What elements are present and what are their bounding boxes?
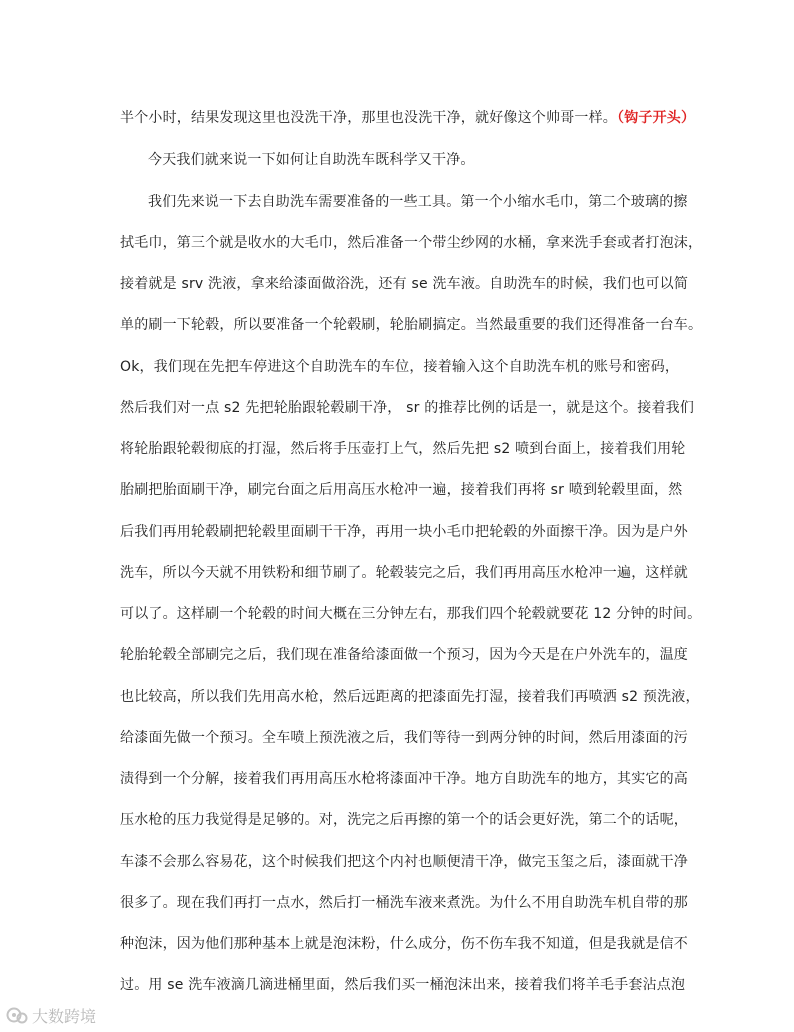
bubble-logo-icon: [6, 1007, 28, 1025]
paragraph-line: 然后我们对一点 s2 先把轮胎跟轮毂刷干净， sr 的推荐比例的话是一，就是这个。接着我们: [120, 400, 695, 416]
paragraph-line: 渍得到一个分解，接着我们再用高压水枪将漆面冲干净。地方自助洗车的地方，其实它的高: [120, 771, 688, 787]
paragraph-line: 种泡沫，因为他们那种基本上就是泡沫粉，什么成分，伤不伤车我不知道，但是我就是信不: [120, 936, 688, 952]
paragraph-line: 洗车，所以今天就不用铁粉和细节刷了。轮毂装完之后，我们再用高压水枪冲一遍，这样就: [120, 565, 688, 581]
paragraph-line: 我们先来说一下去自助洗车需要准备的一些工具。第一个小缩水毛巾，第二个玻璃的擦: [148, 194, 688, 210]
paragraph-line: 过。用 se 洗车液滴几滴进桶里面，然后我们买一桶泡沫出来，接着我们将羊毛手套沾点泡: [120, 977, 686, 993]
paragraph-line: 车漆不会那么容易花，这个时候我们把这个内衬也顺便清干净，做完玉玺之后，漆面就干净: [120, 854, 688, 870]
watermark: [6, 1004, 96, 1027]
paragraph-line: 将轮胎跟轮毂彻底的打湿，然后将手压壶打上气，然后先把 s2 喷到台面上，接着我们用轮: [120, 441, 686, 457]
paragraph-line: 胎刷把胎面刷干净，刷完台面之后用高压水枪冲一遍，接着我们再将 sr 喷到轮毂里面，然: [120, 482, 683, 498]
paragraph-line: Ok，我们现在先把车停进这个自助洗车的车位，接着输入这个自助洗车机的账号和密码，: [120, 359, 680, 375]
paragraph-line: 给漆面先做一个预习。全车喷上预洗液之后，我们等待一到两分钟的时间，然后用漆面的污: [120, 730, 688, 746]
paragraph-line: 也比较高，所以我们先用高水枪，然后远距离的把漆面先打湿，接着我们再喷洒 s2 预洗液，: [120, 689, 700, 705]
paragraph-line: 很多了。现在我们再打一点水，然后打一桶洗车液来煮洗。为什么不用自助洗车机自带的那: [120, 895, 688, 911]
paragraph-line: 单的刷一下轮毂，所以要准备一个轮毂刷，轮胎刷搞定。当然最重要的我们还得准备一台车。: [120, 317, 703, 333]
line-text: 半个小时，结果发现这里也没洗干净，那里也没洗干净，就好像这个帅哥一样。: [120, 110, 617, 126]
paragraph-line: 压水枪的压力我觉得是足够的。对，洗完之后再擦的第一个的话会更好洗，第二个的话呢，: [120, 812, 688, 828]
paragraph-line: [120, 108, 695, 128]
watermark-text: 大数跨境: [32, 1007, 97, 1026]
paragraph-line: 接着就是 srv 洗液，拿来给漆面做浴洗，还有 se 洗车液。自助洗车的时候，我们也可以简: [120, 276, 689, 292]
paragraph-line: 今天我们就来说一下如何让自助洗车既科学又干净。: [148, 152, 475, 168]
paragraph-line: 后我们再用轮毂刷把轮毂里面刷干干净，再用一块小毛巾把轮毂的外面擦干净。因为是户外: [120, 524, 688, 540]
paragraph-line: 轮胎轮毂全部刷完之后，我们现在准备给漆面做一个预习，因为今天是在户外洗车的，温度: [120, 647, 688, 663]
hook-annotation: （钩子开头）: [617, 110, 696, 126]
paragraph-line: 拭毛巾，第三个就是收水的大毛巾，然后准备一个带尘纱网的水桶，拿来洗手套或者打泡沫，: [120, 235, 703, 251]
paragraph-line: 可以了。这样刷一个轮毂的时间大概在三分钟左右，那我们四个轮毂就要花 12 分钟的时间。: [120, 606, 702, 622]
